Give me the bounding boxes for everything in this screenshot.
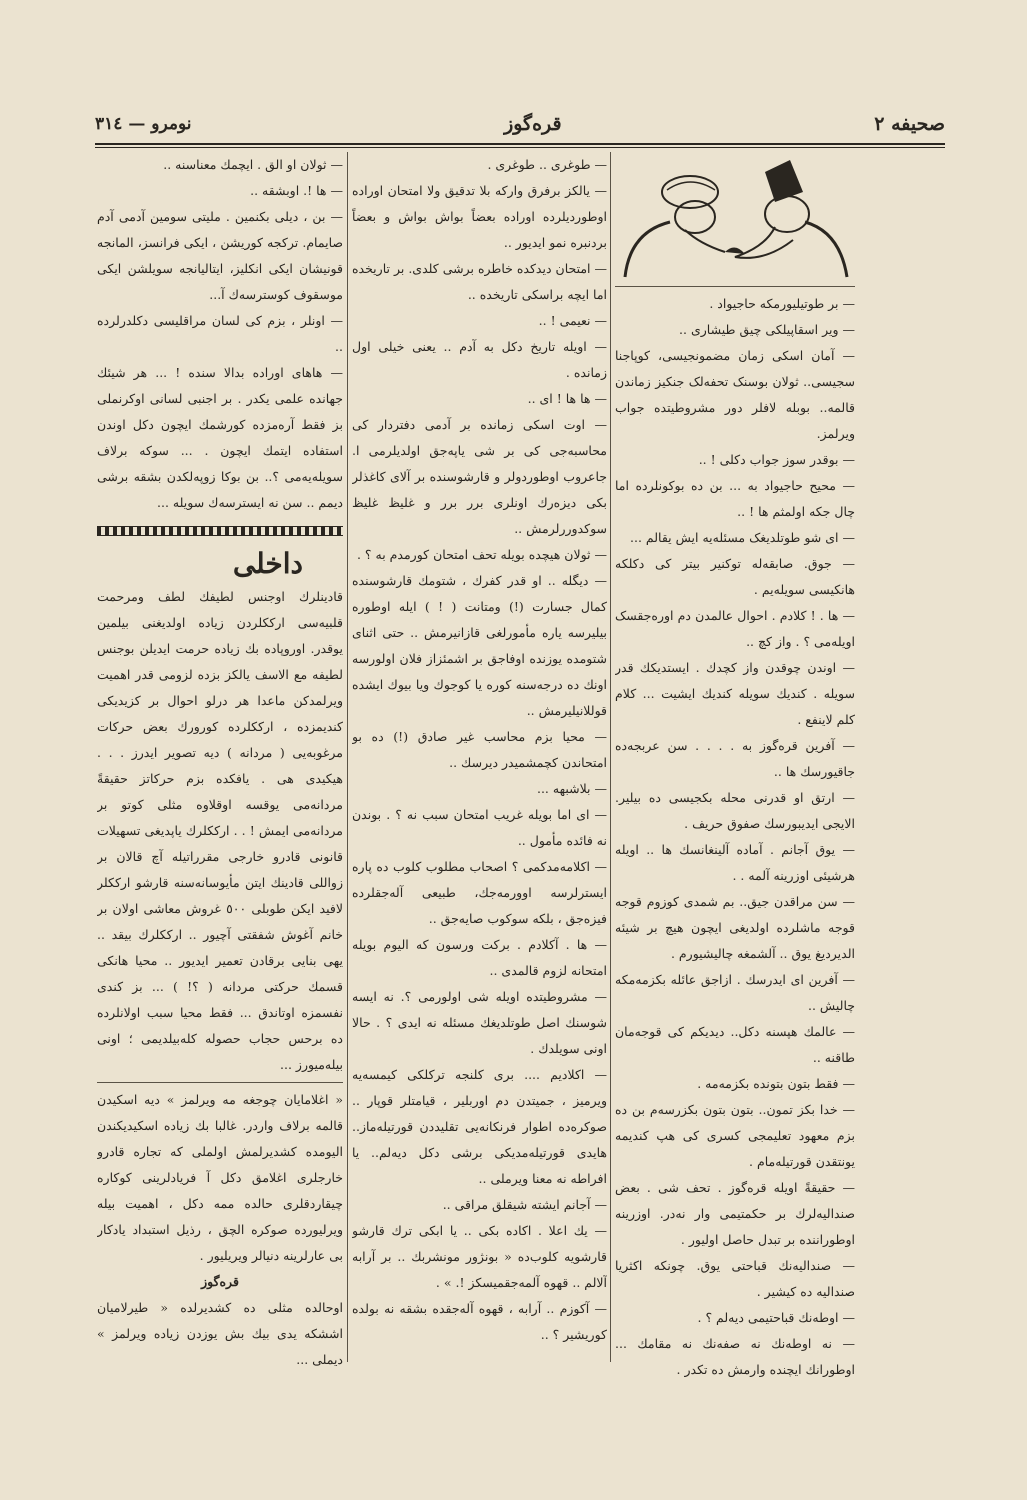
dialogue-line: — محیح حاجیواد به ... بن ده بوکونلرده اما چال جکه اولمثم ها ! .. <box>615 478 855 519</box>
column-divider-right <box>610 152 611 1362</box>
dialogue-line: — نه اوطه‌نك نه صفه‌نك نه مقامك ... اوطورانك ایچنده وارمش ده تکدر . <box>615 1336 855 1377</box>
column-divider-left <box>347 152 348 1362</box>
dialogue-line: — صندالیه‌نك قباحتی یوق. چونکه اکثریا صندالیه ده کیشیر . <box>615 1258 855 1299</box>
dialogue-line: — اکلادیم .... بری کلنجه ترکلکی کیمسه‌یه ویرمیز ، جمیتدن دم اوربلیر ، قیامتلر قوپار .. صوکره‌ده اطوار فرنکانه‌یی تقلیددن قورتیله‌ماز.. هایدی قورتیله‌مدیکی برشی دکل دیه‌لم.. یا افراطه نه معنا ویرملی .. <box>352 1067 607 1186</box>
dialogue-line: — مشروطیتده اویله شی اولورمی ؟. نه ایسه شوسنك اصل طوتلدیغك مسئله نه ایدی ؟ . حالا اونی سویلدك . <box>352 989 607 1056</box>
dialogue-line: — یك اعلا . اکاده بکی .. یا ابکی ترك قارشو قارشویه کلوب‌ده « بونژور مونشربك .. بر آرابه آلالم .. قهوه آلمه‌جقمیسکز !. » . <box>352 1223 607 1290</box>
header-rule-thin <box>95 147 945 148</box>
dialogue-line: — نعیمی ! .. <box>538 313 607 328</box>
dialogue-line: — ثولان او الق . ایچمك معناسنه .. <box>163 157 343 172</box>
dialogue-line: — ای شو طوتلدیغک مسئله‌یه ایش یقالم ... <box>630 530 855 545</box>
ornamental-divider <box>97 526 343 536</box>
dialogue-line: — ها ها ! ای .. <box>527 391 607 406</box>
header-rule <box>95 143 945 145</box>
dialogue-line: — اوندن چوقدن واز کچدك . ایستدیکك قدر سویله . کندیك سویله کندیك ایشیت ... کلام کلم لاینفع . <box>615 660 855 727</box>
dialogue-line: — اویله تاریخ دکل به آدم .. یعنی خیلی اول زمانده . <box>352 339 607 380</box>
dialogue-line: — ارتق او قدرنی محله بکجیسی ده بیلیر. الایجی ایدیبورسك صفوق حریف . <box>615 790 855 831</box>
dialogue-line: — سن مراقدن جیق.. بم شمدی کوزوم قوجه قوجه ماشلرده اولدیغی ایچون هیچ بر شیئه الدیردیغ یوق .. آلشمغه چالیشیورم . <box>615 894 855 961</box>
dialogue-line: — اوطه‌نك قباحتیمی دیه‌لم ؟ . <box>697 1310 855 1325</box>
dialogue-line: — فقط بتون بتونده بکزمه‌مه . <box>697 1076 855 1091</box>
dialogue-line: — ثولان هیچده بویله تحف امتحان کورمدم به ؟ . <box>356 547 607 562</box>
dialogue-line: — اکلامه‌مدکمی ؟ اصحاب مطلوب کلوب ده پاره ایسترلرسه اوورمه‌جك، طبیعی آله‌جقلرده فیزه‌جق ، بلکه سوکوب صایه‌جق .. <box>352 859 607 926</box>
dialogue-line: — آفرین ای ایدرسك . ازاجق عائله بکزمه‌مکه چالیش .. <box>615 972 855 1013</box>
dialogue-line: — طوغری .. طوغری . <box>487 157 607 172</box>
dialogue-line: — بن ، دیلی بکنمین . ملیتی سومین آدمی آدم صایمام. ترکجه کوریشن ، ایکی فرانسز، المانجه قونیشان ایکی انکلیز، ایتالیانجه سویلشن ایکی موسقوف کوسترسه‌ك آ... <box>97 209 343 302</box>
dialogue-line: — یالکز برفرق وارکه بلا تدقیق ولا امتحان اوراده اوطوردیلرده اوراده بعضاً بواش بواش و بعضاً بردنبره نمو ایدیور .. <box>352 183 607 250</box>
cartoon-rule <box>615 286 855 287</box>
page-header <box>95 108 945 140</box>
article-proverb <box>97 1087 343 1269</box>
dialogue-line: — خدا بکز تمون.. بتون بتون بکزرسه‌م بن ده بزم معهود تعلیمجی کسری کی هپ کندیمه یونتقدن قورتیله‌مام . <box>615 1102 855 1169</box>
dialogue-line: — ها . آکلادم . برکت ورسون که الیوم بویله امتحانه لزوم قالمدی .. <box>352 937 607 978</box>
article-paragraph: قادینلرك اوجنس لطیفك لطف ومرحمت قلبیه‌سی ارککلردن زیاده اولدیغنی بیلمین یوقدر. اوروپاده بك زیاده حرمت ایدیلن بوجنس لطیفه مع الاسف یالکز بزده لزومی قدر اهمیت ویرلمدکن ماعدا هر درلو احوال بر کزیدیکی کندیمزده ، ارککلرده کورورك بعض حرکات مرغوبه‌یی ( مردانه ) دیه تصویر ایدرز . . . هیکیدی هی . یافکده بزم حرکاتز حقیقةً مردانه‌می یوقسه اوقلاوه مثلی کوتو بر مردانه‌می ایمش ! . . ارککلرك یاپدیغی تسهیلات قانونی قادرو خارجی مقرراتیله آچ قالان بر زواللی قادینك ایتن مأیوسانه‌سنه قارشو ارککلر لافید ایکن طوبلی ٥٠٠ غروش معاشی اولان بر خانم آغوش شفقتی آچیور .. ارککلرك بیقد .. یهی بنایی برقادن تعمیر ایدیور .. محیا هانکی قسمك حرکتی مردانه ( ؟! ) ... بز کندی نفسمزه اوتاندق ... فقط محیا سبب اولانلرده ده برحس حجاب حصوله کله‌بیلدیمی ؛ اونی بیله‌میورز ... <box>97 589 343 1072</box>
column-middle <box>352 152 607 1362</box>
cartoon-illustration <box>615 152 855 282</box>
column-right-text <box>615 291 855 1383</box>
article-paragraph: « اغلامایان چوجغه مه ویرلمز » دیه اسکیدن قالمه برلاف واردر. غالبا بك زیاده اسکیدیکندن الیومده کشدیرلمش اولملی که تجاره قادرو خارجلری اغلامق دکل آ فریادلرینی کوکاره چیقاردقلری حالده ممه دکل ، اهمیت بیله ویرلیورده صوکره الچق ، رذیل استبداد یادکار بی عارلرینه دنیالر ویریلیور . <box>97 1092 343 1263</box>
dialogue-line: — آفرین قره‌گوز به . . . . سن عربجه‌ده جاقیورسك ها .. <box>615 738 855 779</box>
dialogue-line: — ویر اسقاپیلکی چیق طیشاری .. <box>679 322 855 337</box>
page-number: صحیفه ۲ <box>874 113 945 135</box>
section-title: داخلی <box>232 547 303 580</box>
dialogue-line: — آکوزم .. آرابه ، قهوه آله‌جقده بشقه نه بولده کوریشیر ؟ .. <box>352 1301 607 1342</box>
dialogue-line: — امتحان دیدکده خاطره برشی کلدی. بر تاریخده اما ایچه براسکی تاریخده .. <box>352 261 607 302</box>
dialogue-line: — بلاشبهه ... <box>536 781 607 796</box>
dialogue-line: — محیا بزم محاسب غیر صادق (!) ده بو امتحاندن کچمشمیدر دیرسك .. <box>352 729 607 770</box>
dialogue-line: — ای اما بویله غریب امتحان سبب نه ؟ . بوندن نه فائده مأمول .. <box>352 807 607 848</box>
column-left <box>97 152 343 1367</box>
dialogue-line: — یوق آجانم . آماده آلینغانسك ها .. اویله هرشیئی اوزرینه آلمه . . <box>615 842 855 883</box>
dialogue-line: — اونلر ، بزم کی لسان مراقلیسی دکلدرلرده .. <box>97 313 343 354</box>
dialogue-line: — آمان اسکی زمان مضمونجیسی، کوپاجنا سجیسی.. ثولان بوسنک تحفه‌لک جنکیز زماندن قالمه.. بوبله لافلر دور مشروطیتده جواب ویرلمز. <box>615 348 855 441</box>
dialogue-line: — هاهای اوراده بدالا سنده ! ... هر شیئك جهانده علمی یکدر . بر اجنبی لسانی اوکرنملی بز فقط آره‌مزده کورشمك ایچون دکل اوندن استفاده ایتمك ایچون . ... سوکه برلاف سویله‌یه‌می ؟.. بن بوکا زوپه‌لکدن بشقه برشی دیمم .. سن نه ایسترسه‌ك سویله ... <box>97 365 343 510</box>
article-dahili <box>97 584 343 1078</box>
article-closing <box>97 1295 343 1367</box>
newspaper-title: قره‌گوز <box>504 113 562 135</box>
article-paragraph: اوحالده مثلی ده کشدیرلده « طیرلامیان اششکه یدی بیك بش یوزدن زیاده ویرلمز » دیملی ... <box>97 1300 343 1367</box>
dialogue-line: — دیگله .. او قدر کفرك ، شتومك قارشوسنده کمال جسارت (!) ومتانت ( ! ) ایله اوطوره بیلیرسه یاره مأمورلغی قازانیرمش .. حتی اثنای شتومده یوزنده اوفاجق بر اشمئزاز فلان اولورسه اونك ده درجه‌سنه کوره یا کوجوك ویا بیوك ایشده قوللانیلیرمش .. <box>352 573 607 718</box>
dialogue-line: — حقیقةً اویله قره‌گوز . تحف شی . بعض صندالیه‌لرك بر حکمتیمی وار نه‌در. اوزرینه اوطوراننده بر تبدل حاصل اولیور . <box>615 1180 855 1247</box>
dialogue-continuation <box>97 152 343 516</box>
dialogue-line: — ها . ! کلادم . احوال عالمدن دم اوره‌جقسک اویله‌می ؟ . واز کچ .. <box>615 608 855 649</box>
dialogue-line: — بوقدر سوز جواب دکلی ! .. <box>698 452 855 467</box>
article-rule <box>97 1082 343 1083</box>
dialogue-line: — بر طوتیلیورمکه حاجیواد . <box>709 296 855 311</box>
dialogue-line: — عالمك هپسنه دکل.. دیدیکم کی قوجه‌مان طاقنه .. <box>615 1024 855 1065</box>
issue-number: نومرو — ۳۱٤ <box>95 114 192 134</box>
dialogue-line: — آجانم ایشته شیقلق مراقی .. <box>442 1197 607 1212</box>
column-middle-text <box>352 152 607 1348</box>
column-right <box>615 152 855 1383</box>
dialogue-line: — اوت اسکی زمانده بر آدمی دفتردار کی محاسبه‌جی کی بر شی یاپه‌جق اولدیلرمی ا. جاعروب اوطوردولر و قارشوسنده بر آلای کاغذلر بکی دیزه‌رك اونلری برر برر و غلیظ غلیظ سوکدوررلرمش .. <box>352 417 607 536</box>
dialogue-line: — جوق. صابقه‌له توکنیر بیتر کی دکلکه هانکیسی سویله‌یم . <box>615 556 855 597</box>
signature: قره‌گوز <box>201 1274 239 1289</box>
dialogue-line: — ها !. اوبشقه .. <box>250 183 343 198</box>
